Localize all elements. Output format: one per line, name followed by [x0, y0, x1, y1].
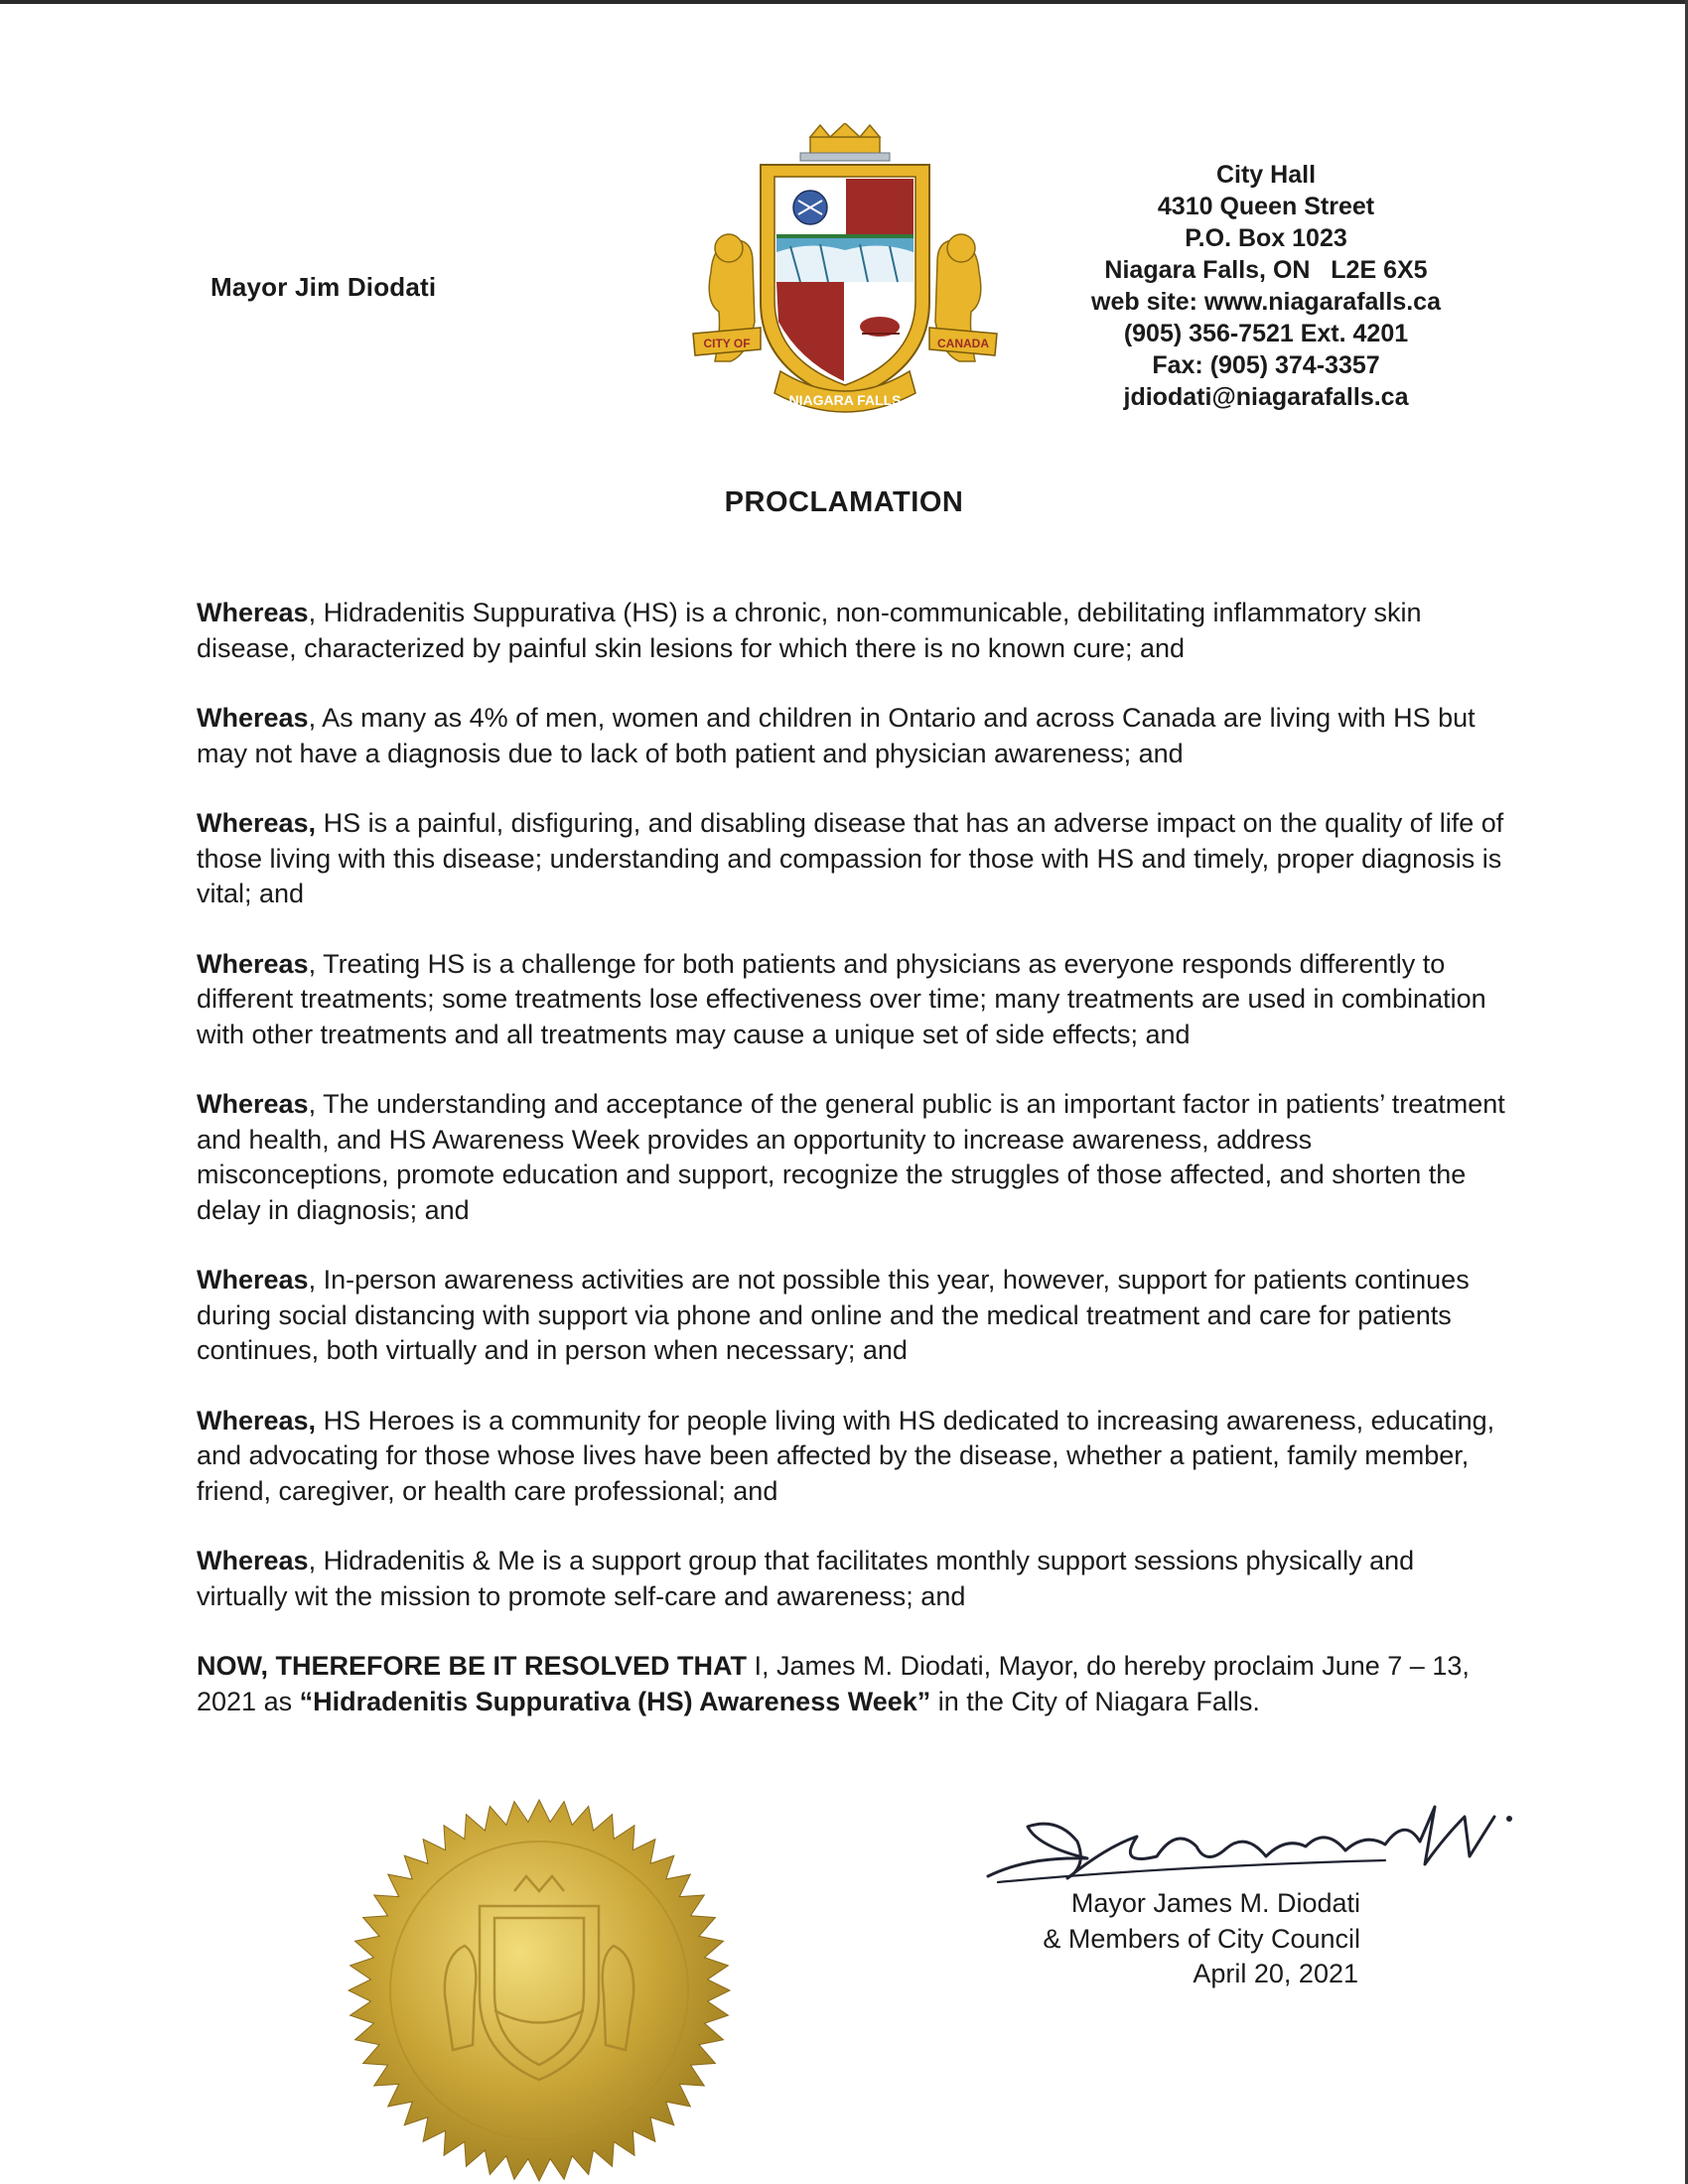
contact-phone: (905) 356-7521 Ext. 4201	[1123, 320, 1409, 347]
signatory-name: Mayor James M. Diodati	[1070, 1888, 1360, 1918]
crest-quadrant-tr	[846, 179, 914, 236]
contact-email[interactable]: jdiodati@niagarafalls.ca	[1123, 383, 1409, 411]
whereas-text: , In-person awareness activities are not possible this year, however, support for patients continues during social distancing with support via phone and online and the medical treatment and care for patients continues, both virtually and in person when necessary; and	[197, 1265, 1470, 1365]
crest-banner-left: CITY OF	[703, 337, 751, 350]
whereas-paragraph-1	[197, 596, 1507, 666]
whereas-text: HS Heroes is a community for people living with HS dedicated to increasing awareness, educating, and advocating for those whose lives have been affected by the disease, whether a patient, family member, friend, caregiver, or health care professional; and	[197, 1405, 1495, 1506]
whereas-lead: Whereas,	[197, 1405, 317, 1435]
whereas-paragraph-3	[197, 806, 1507, 912]
proclamation-date: April 20, 2021	[1193, 1959, 1358, 1988]
signatory-council: & Members of City Council	[1043, 1923, 1360, 1954]
whereas-text: , Treating HS is a challenge for both patients and physicians as everyone responds differently to different treatments; some treatments lose effectiveness over time; many treatments are used in combination with other treatments and all treatments may cause a unique set of side effects; and	[197, 948, 1486, 1049]
contact-block	[1023, 159, 1509, 413]
whereas-lead: Whereas	[197, 703, 309, 733]
proclamation-body	[197, 596, 1507, 1754]
crest-banner-center: NIAGARA FALLS	[788, 392, 902, 408]
crest-banner-right: CANADA	[937, 337, 989, 350]
whereas-paragraph-4	[197, 947, 1507, 1053]
resolution-text-end: in the City of Niagara Falls.	[930, 1686, 1260, 1716]
crown-icon	[800, 123, 890, 161]
resolution-text: I, James M. Diodati, Mayor, do hereby proclaim June 7 – 13, 2021 as	[197, 1651, 1470, 1716]
city-crest-logo	[691, 123, 999, 421]
contact-street: 4310 Queen Street	[1157, 193, 1375, 220]
whereas-text: , The understanding and acceptance of the general public is an important factor in patients’ treatment and health, and HS Awareness Week provides an opportunity to increase awareness, address misconceptions, promote education and support, recognize the struggles of those affected, and shorten the delay in diagnosis; and	[197, 1089, 1505, 1225]
resolution-paragraph	[197, 1649, 1507, 1719]
whereas-text: HS is a painful, disfiguring, and disabling disease that has an adverse impact on the quality of life of those living with this disease; understanding and compassion for those with HS and timely, proper diagnosis is vital; and	[197, 808, 1504, 908]
resolution-lead: NOW, THEREFORE BE IT RESOLVED THAT	[197, 1651, 748, 1681]
whereas-lead: Whereas	[197, 598, 309, 627]
whereas-paragraph-8	[197, 1544, 1507, 1614]
whereas-paragraph-5	[197, 1087, 1507, 1228]
whereas-text: , As many as 4% of men, women and children in Ontario and across Canada are living with HS but may not have a diagnosis due to lack of both patient and physician awareness; and	[197, 703, 1476, 768]
whereas-paragraph-6	[197, 1263, 1507, 1369]
contact-city-hall: City Hall	[1215, 161, 1317, 189]
page-title: PROCLAMATION	[724, 486, 964, 518]
resolution-week-name: “Hidradenitis Suppurativa (HS) Awareness Week”	[299, 1686, 931, 1716]
whereas-lead: Whereas	[197, 1546, 309, 1575]
gold-seal	[346, 1797, 733, 2184]
top-border	[0, 0, 1688, 4]
whereas-text: , Hidradenitis & Me is a support group that facilitates monthly support sessions physically and virtually wit the mission to promote self-care and awareness; and	[197, 1546, 1415, 1611]
whereas-paragraph-7	[197, 1404, 1507, 1510]
whereas-text: , Hidradenitis Suppurativa (HS) is a chronic, non-communicable, debilitating inflammatory skin disease, characterized by painful skin lesions for which there is no known cure; and	[197, 598, 1422, 663]
mayor-name: Mayor Jim Diodati	[211, 272, 437, 302]
contact-fax: Fax: (905) 374-3357	[1152, 351, 1380, 379]
mayor-signature	[968, 1787, 1524, 1896]
whereas-paragraph-2	[197, 701, 1507, 771]
whereas-lead: Whereas	[197, 1089, 309, 1119]
contact-city-postal: Niagara Falls, ON L2E 6X5	[1104, 256, 1428, 284]
whereas-lead: Whereas	[197, 948, 309, 979]
whereas-lead: Whereas,	[197, 808, 317, 838]
whereas-lead: Whereas	[197, 1265, 309, 1295]
signature-block	[973, 1886, 1390, 1992]
contact-website[interactable]: web site: www.niagarafalls.ca	[1091, 288, 1441, 316]
contact-po-box: P.O. Box 1023	[1185, 224, 1347, 252]
